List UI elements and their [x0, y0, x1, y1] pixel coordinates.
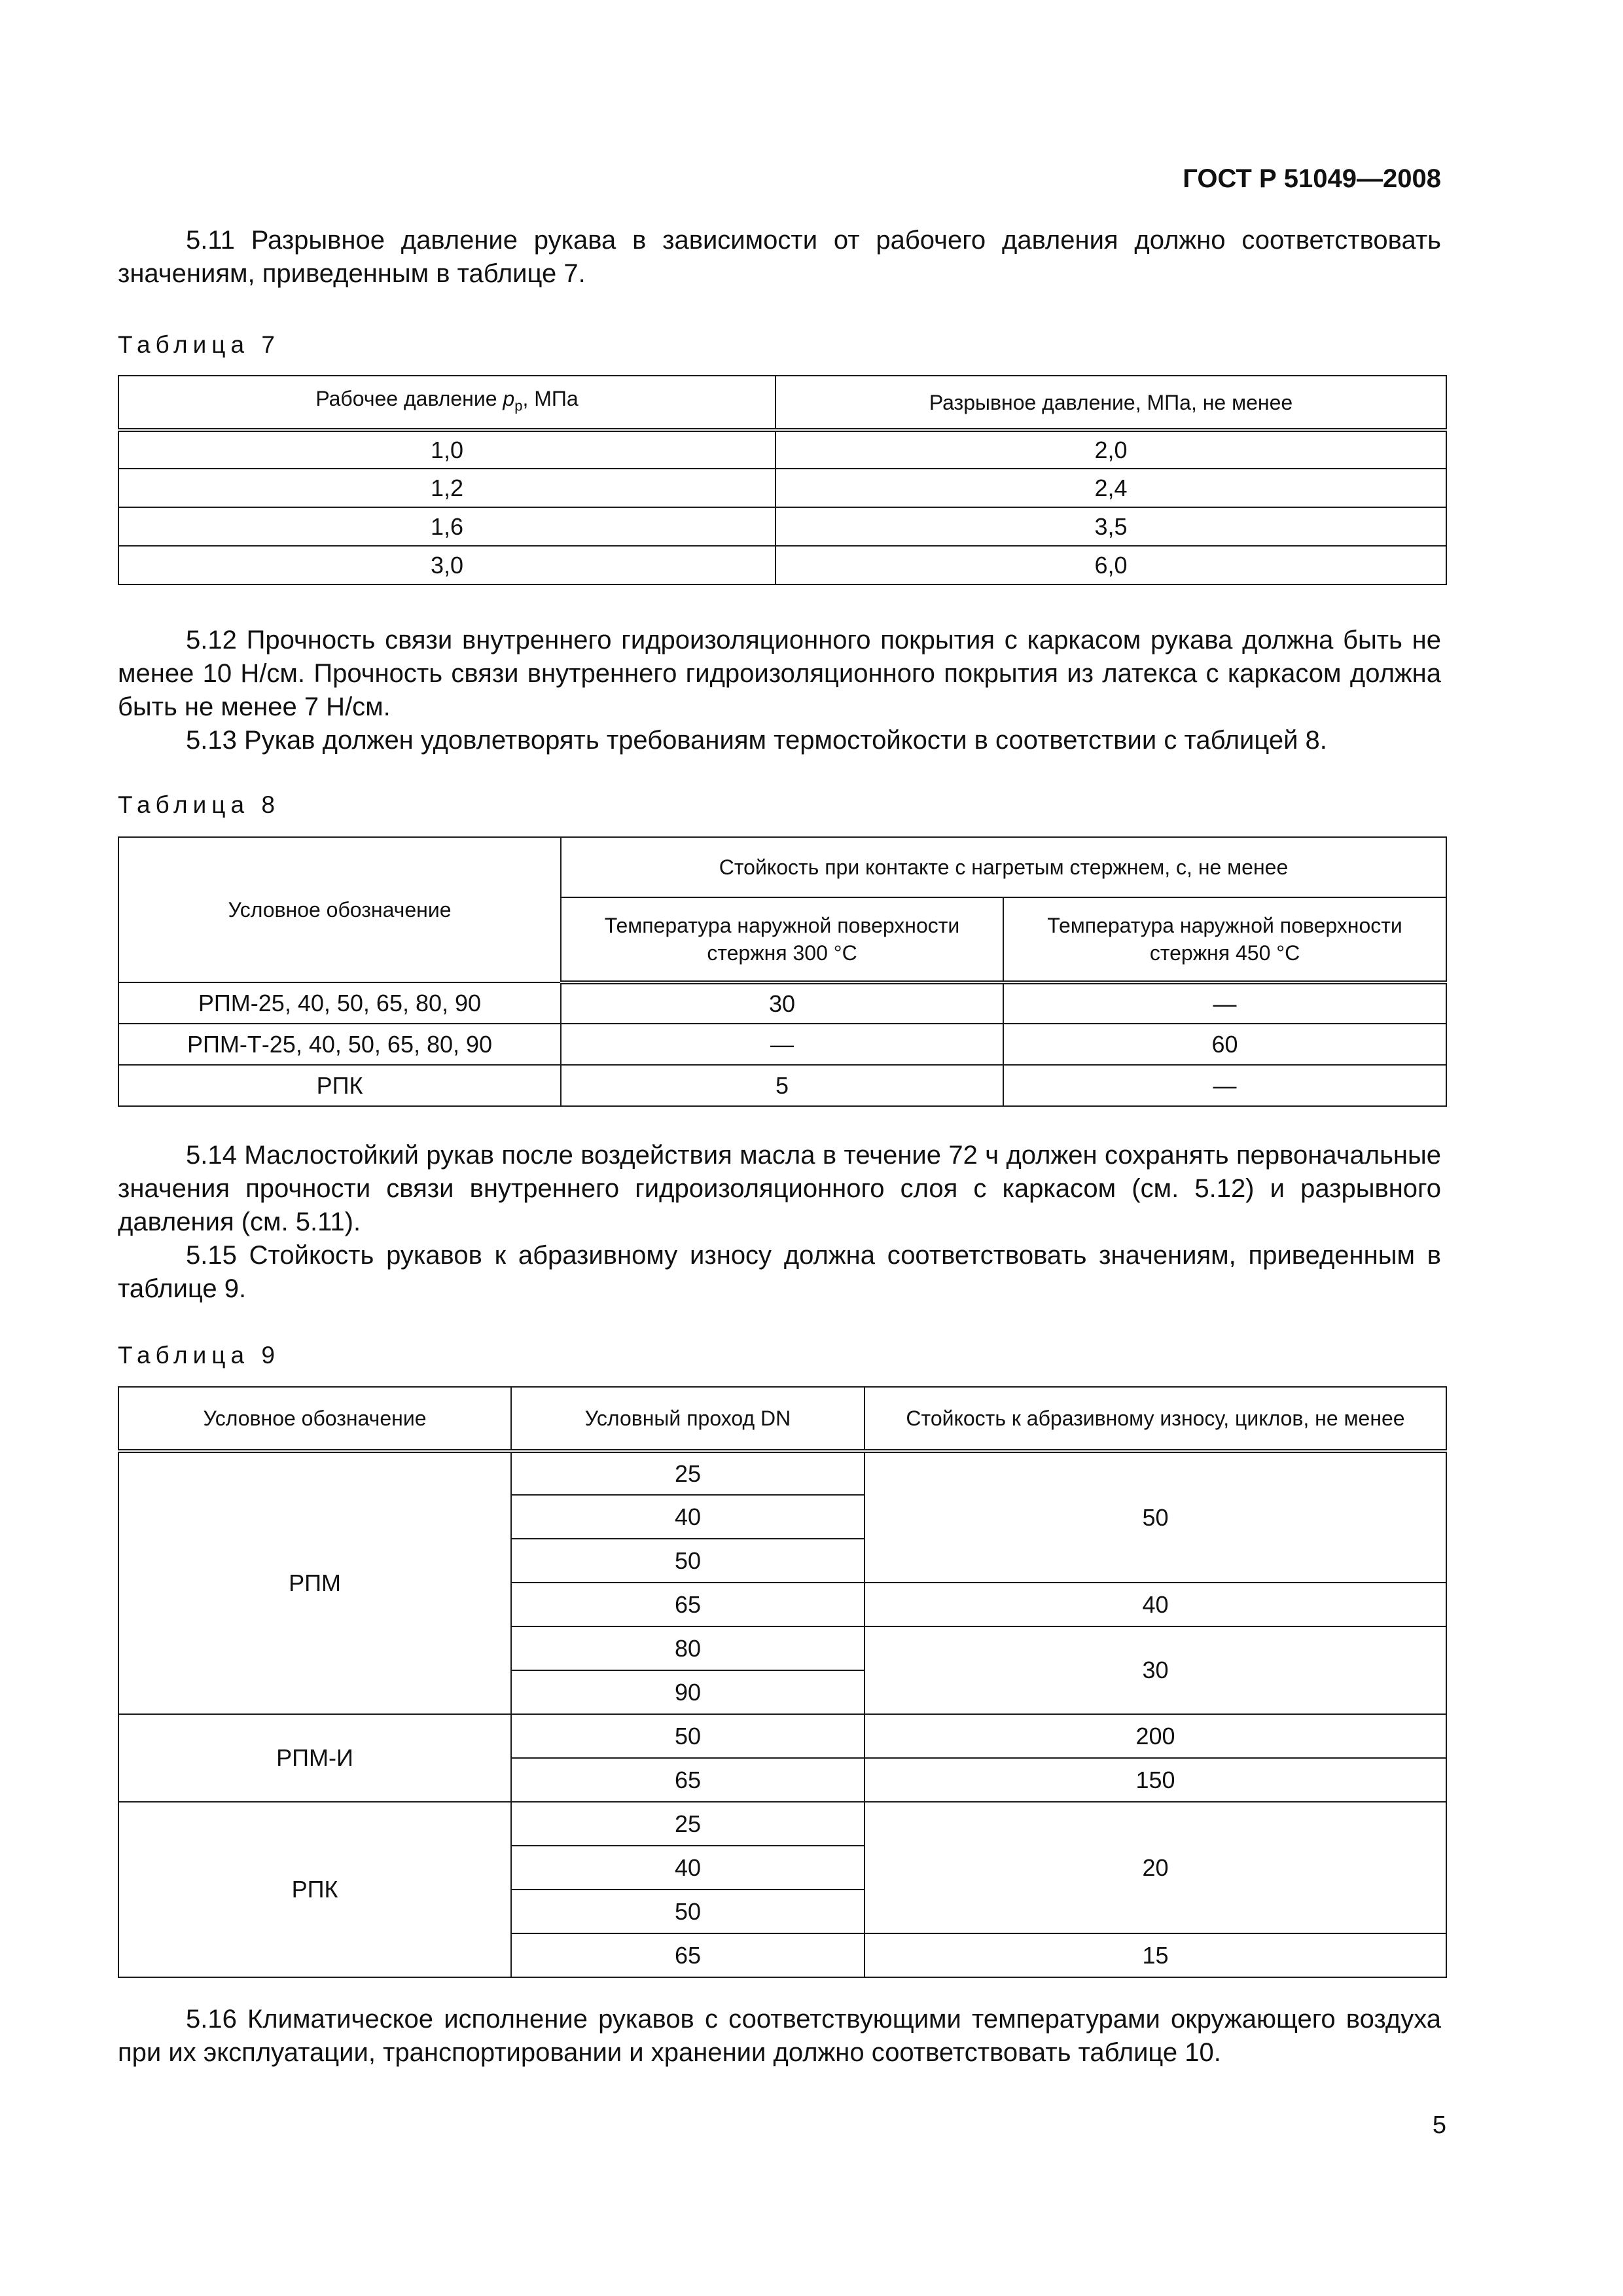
paragraph-5-12: 5.12 Прочность связи внутреннего гидроизоляционного покрытия с каркасом рукава должна быть не менее 10 Н/см. Прочность связи внутреннего гидроизоляционного покрытия из латекса с каркасом должна быть не менее 7 Н/см. [118, 626, 1441, 721]
table-7-cell-burst: 3,5 [776, 507, 1446, 546]
table-7 [118, 375, 1447, 585]
table-7-cell-work: 3,0 [118, 546, 776, 584]
table-9-cell-cycles: 200 [865, 1714, 1446, 1758]
table-row [118, 1065, 1446, 1106]
table-row [118, 469, 1446, 507]
table-8-cell-designation: РПМ-25, 40, 50, 65, 80, 90 [118, 982, 561, 1024]
table-9-cell-cycles: 20 [865, 1802, 1446, 1933]
table-9-cell-dn: 50 [511, 1714, 865, 1758]
table-9-cell-dn: 40 [511, 1495, 865, 1539]
table-row [118, 1802, 1446, 1846]
table-9-cell-cycles: 150 [865, 1758, 1446, 1802]
table-8-cell-designation: РПМ-Т-25, 40, 50, 65, 80, 90 [118, 1024, 561, 1065]
table-7-cell-burst: 6,0 [776, 546, 1446, 584]
table-7-cell-burst: 2,0 [776, 430, 1446, 469]
table-9-cell-dn: 40 [511, 1846, 865, 1890]
table-8-cell-t450: — [1003, 1065, 1446, 1106]
table-9-header-dn: Условный проход DN [511, 1387, 865, 1451]
table-row [118, 507, 1446, 546]
table-9-cell-dn: 90 [511, 1670, 865, 1714]
table-row [118, 1451, 1446, 1495]
table-9-cell-dn: 50 [511, 1539, 865, 1583]
table-9-cell-cycles: 30 [865, 1626, 1446, 1714]
paragraph-5-13: 5.13 Рукав должен удовлетворять требованиям термостойкости в соответствии с таблицей 8. [186, 726, 1327, 755]
table-8-header-t450: Температура наружной поверхности стержня 450 °С [1003, 897, 1446, 982]
table-9-cell-cycles: 40 [865, 1583, 1446, 1626]
table-8-header-designation: Условное обозначение [118, 837, 561, 982]
table-9-cell-designation: РПМ-И [118, 1714, 511, 1802]
table-8-cell-t450: 60 [1003, 1024, 1446, 1065]
table-9-cell-designation: РПМ [118, 1451, 511, 1714]
table-7-caption: Таблица 7 [118, 331, 280, 358]
paragraph-5-16: 5.16 Климатическое исполнение рукавов с соответствующими температурами окружающего воздуха при их эксплуатации, транспортировании и хранении должно соответствовать таблице 10. [118, 2005, 1441, 2067]
table-7-cell-work: 1,6 [118, 507, 776, 546]
table-row [118, 430, 1446, 469]
table-8-header-resistance: Стойкость при контакте с нагретым стержнем, с, не менее [561, 837, 1446, 897]
table-9-header-row [118, 1387, 1446, 1451]
table-7-cell-work: 1,0 [118, 430, 776, 469]
paragraph-5-15: 5.15 Стойкость рукавов к абразивному износу должна соответствовать значениям, приведенным в таблице 9. [118, 1241, 1441, 1303]
table-8-caption: Таблица 8 [118, 791, 280, 818]
table-8-cell-t300: 30 [561, 982, 1003, 1024]
table-9-cell-dn: 25 [511, 1802, 865, 1846]
table-9-cell-dn: 80 [511, 1626, 865, 1670]
table-7-cell-burst: 2,4 [776, 469, 1446, 507]
table-8-header-row [118, 837, 1446, 897]
table-row [118, 982, 1446, 1024]
table-8-cell-t450: — [1003, 982, 1446, 1024]
table-9 [118, 1386, 1447, 1978]
table-8-cell-designation: РПК [118, 1065, 561, 1106]
table-7-cell-work: 1,2 [118, 469, 776, 507]
table-row [118, 1714, 1446, 1758]
table-9-cell-dn: 25 [511, 1451, 865, 1495]
table-9-cell-dn: 50 [511, 1890, 865, 1933]
page-number: 5 [1432, 2111, 1446, 2139]
table-row [118, 1024, 1446, 1065]
table-7-header-row [118, 376, 1446, 430]
table-8-header-t300: Температура наружной поверхности стержня 300 °С [561, 897, 1003, 982]
table-9-cell-cycles: 50 [865, 1451, 1446, 1583]
paragraph-5-11: 5.11 Разрывное давление рукава в зависимости от рабочего давления должно соответствовать значениям, приведенным в таблице 7. [118, 226, 1441, 288]
table-7-header-burst-pressure: Разрывное давление, МПа, не менее [776, 376, 1446, 430]
table-9-cell-cycles: 15 [865, 1933, 1446, 1977]
table-9-caption: Таблица 9 [118, 1342, 280, 1369]
standard-header: ГОСТ Р 51049—2008 [1183, 164, 1441, 193]
table-8 [118, 836, 1447, 1107]
table-9-cell-dn: 65 [511, 1758, 865, 1802]
table-9-cell-dn: 65 [511, 1583, 865, 1626]
paragraph-5-14: 5.14 Маслостойкий рукав после воздействия масла в течение 72 ч должен сохранять первоначальные значения прочности связи внутреннего гидроизоляционного слоя с каркасом (см. 5.12) и разрывного давления (см. 5.11). [118, 1141, 1441, 1236]
table-8-cell-t300: 5 [561, 1065, 1003, 1106]
table-row [118, 546, 1446, 584]
table-9-cell-dn: 65 [511, 1933, 865, 1977]
table-7-header-work-pressure: Рабочее давление $p_р$, МПа [118, 376, 776, 430]
table-8-cell-t300: — [561, 1024, 1003, 1065]
table-9-cell-designation: РПК [118, 1802, 511, 1977]
table-9-header-designation: Условное обозначение [118, 1387, 511, 1451]
table-9-header-cycles: Стойкость к абразивному износу, циклов, не менее [865, 1387, 1446, 1451]
